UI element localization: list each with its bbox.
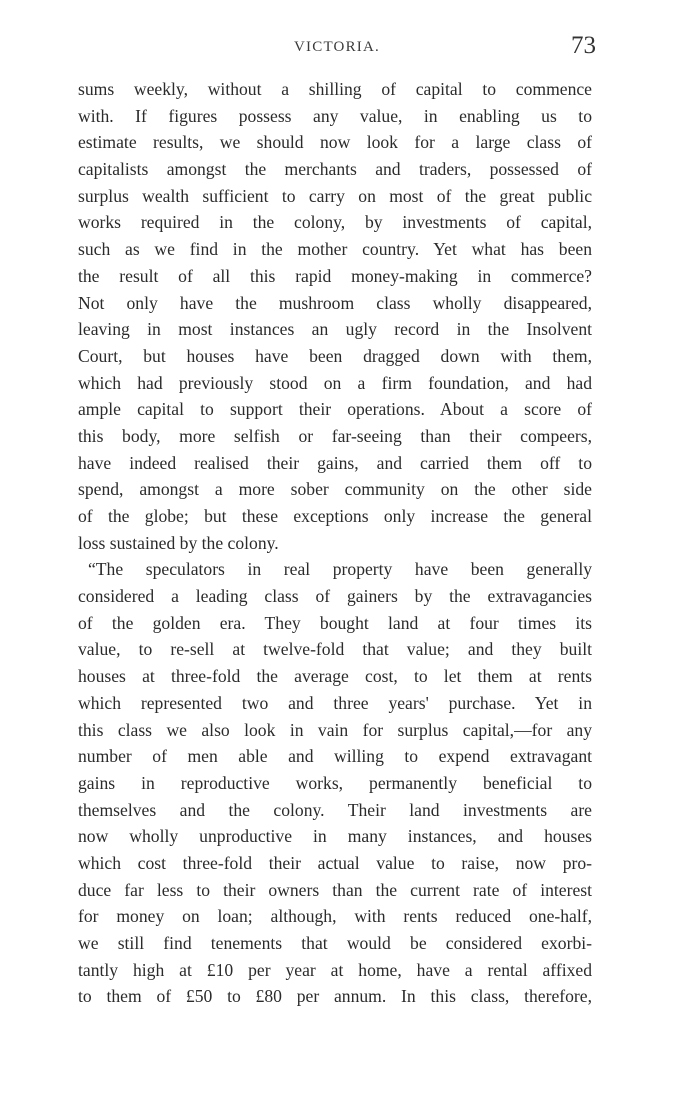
text-line: with. If figures possess any value, in enabling us to [78,105,592,126]
text-line: Court, but houses have been dragged down with them, [78,345,592,366]
text-line: duce far less to their owners than the current rate of interest [78,879,592,900]
text-line: ample capital to support their operations. About a score of [78,399,592,420]
text-line: leaving in most instances an ugly record in the Insolvent [78,319,592,340]
text-line: themselves and the colony. Their land investments are [78,799,592,820]
text-line: Not only have the mushroom class wholly disappeared, [78,292,592,313]
text-line: now wholly unproductive in many instances, and houses [78,826,592,847]
text-line: works required in the colony, by investments of capital, [78,212,592,233]
text-line: value, to re-sell at twelve-fold that value; and they built [78,639,592,660]
text-line: spend, amongst a more sober community on the other side [78,479,592,500]
text-line: surplus wealth sufficient to carry on most of the great public [78,185,592,206]
text-line: “The speculators in real property have been generally [88,559,592,580]
text-line: capitalists amongst the merchants and traders, possessed of [78,159,592,180]
running-title: VICTORIA. [294,39,380,55]
text-line: tantly high at £10 per year at home, have a rental affixed [78,959,592,980]
text-line: which cost three-fold their actual value to raise, now pro- [78,852,592,873]
text-line: to them of £50 to £80 per annum. In this class, therefore, [78,986,592,1007]
text-line: this body, more selfish or far-seeing than their compeers, [78,425,592,446]
text-line: such as we find in the mother country. Yet what has been [78,239,592,260]
text-line: for money on loan; although, with rents reduced one-half, [78,906,592,927]
text-line: houses at three-fold the average cost, to let them at rents [78,666,592,687]
body-text [78,76,592,1010]
running-head [78,34,596,60]
text-line: we still find tenements that would be considered exorbi- [78,933,592,953]
text-line: have indeed realised their gains, and carried them off to [78,452,592,473]
page-number: 73 [571,32,596,59]
text-line: this class we also look in vain for surplus capital,—for any [78,719,592,740]
text-line: number of men able and willing to expend extravagant [78,746,592,767]
text-line: which had previously stood on a firm foundation, and had [78,372,592,393]
text-line: the result of all this rapid money-making in commerce? [78,265,592,286]
text-line: of the globe; but these exceptions only increase the general [78,506,592,526]
text-line: of the golden era. They bought land at four times its [78,612,592,633]
text-line: gains in reproductive works, permanently beneficial to [78,772,592,793]
paragraph-2 [78,556,592,1010]
text-line: sums weekly, without a shilling of capital to commence [78,79,592,99]
text-line: loss sustained by the colony. [78,532,279,553]
text-line: which represented two and three years' purchase. Yet in [78,692,592,713]
paragraph-1 [78,76,592,556]
text-line: considered a leading class of gainers by the extravagancies [78,586,592,607]
text-line: estimate results, we should now look for a large class of [78,132,592,153]
